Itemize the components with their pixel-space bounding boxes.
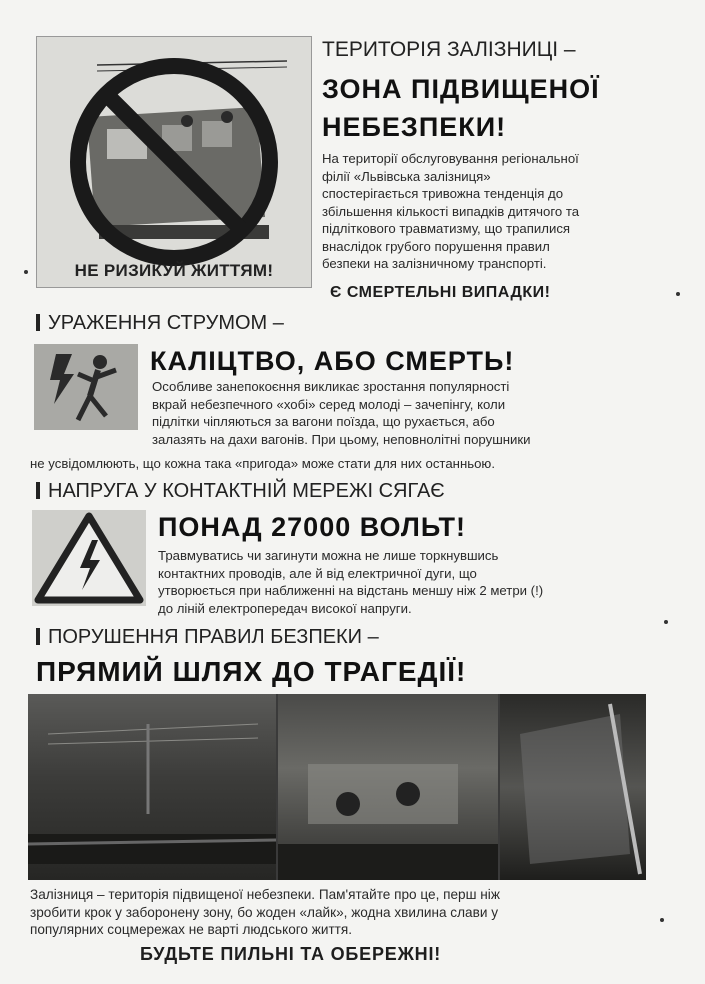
scan-speck xyxy=(664,620,668,624)
section2-paragraph xyxy=(158,547,658,617)
bullet-bar xyxy=(36,314,40,331)
section3-heading-text: ПОРУШЕННЯ ПРАВИЛ БЕЗПЕКИ – xyxy=(48,626,379,648)
high-voltage-warning-icon xyxy=(32,510,146,606)
text-line: внаслідок грубого порушення правил xyxy=(322,238,550,254)
hero-callout: Є СМЕРТЕЛЬНІ ВИПАДКИ! xyxy=(330,284,551,301)
section1-big: КАЛІЦТВО, АБО СМЕРТЬ! xyxy=(150,346,515,376)
footer-paragraph xyxy=(30,886,670,939)
hero-title-line3: НЕБЕЗПЕКИ! xyxy=(322,112,507,142)
text-line: популярних соцмережах не варті людського життя. xyxy=(30,922,353,937)
text-line: залазять на дахи вагонів. При цьому, неповнолітні порушники xyxy=(152,431,531,447)
railway-photo-2 xyxy=(278,694,498,880)
hero-title-line1: ТЕРИТОРІЯ ЗАЛІЗНИЦІ – xyxy=(322,38,576,61)
electric-shock-icon xyxy=(34,344,138,430)
footer-final-call: БУДЬТЕ ПИЛЬНІ ТА ОБЕРЕЖНІ! xyxy=(140,944,442,964)
section3-big: ПРЯМИЙ ШЛЯХ ДО ТРАГЕДІЇ! xyxy=(36,656,467,687)
text-line: підліткового травматизму, що трапилися xyxy=(322,221,571,236)
hero-paragraph xyxy=(322,150,662,273)
scan-speck xyxy=(660,918,664,922)
text-line: до ліній електропередач високої напруги. xyxy=(158,600,412,616)
section1-heading xyxy=(36,312,284,335)
text-line: На території обслуговування регіональної xyxy=(322,151,579,166)
accident-photos-strip xyxy=(28,694,646,880)
text-line: утворюється при наближенні на відстань меншу ніж 2 метри (!) xyxy=(158,583,544,598)
text-line: Особливе занепокоєння викликає зростання популярності xyxy=(152,379,510,394)
section1-heading-text: УРАЖЕННЯ СТРУМОМ – xyxy=(48,312,284,334)
text-line: безпеки на залізничному транспорті. xyxy=(322,256,547,271)
hero-title-line2: ЗОНА ПІДВИЩЕНОЇ xyxy=(322,74,600,104)
prohibited-train-icon xyxy=(37,37,311,287)
section3-heading xyxy=(36,626,379,649)
section1-paragraph xyxy=(152,378,672,448)
text-line: філії «Львівська залізниця» xyxy=(322,168,491,184)
bullet-bar xyxy=(36,482,40,499)
railway-photo-3 xyxy=(500,694,646,880)
text-line: спостерігається тривожна тенденція до xyxy=(322,186,564,201)
text-line: підлітки чіпляються за вагони поїзда, що рухається, або xyxy=(152,414,495,429)
text-line: зробити крок у заборонену зону, бо жоден «лайк», жодна хвилина слави у xyxy=(30,904,498,920)
text-line: Залізниця – територія підвищеної небезпеки. Пам'ятайте про це, перш ніж xyxy=(30,887,500,902)
bullet-bar xyxy=(36,628,40,645)
scan-speck xyxy=(24,270,28,274)
section1-paragraph-last: не усвідомлюють, що кожна така «пригода» може стати для них останньою. xyxy=(30,456,495,471)
scan-speck xyxy=(676,292,680,296)
text-line: вкрай небезпечного «хобі» серед молоді – зачепінгу, коли xyxy=(152,396,506,412)
text-line: збільшення кількості випадків дитячого та xyxy=(322,203,580,219)
section2-heading xyxy=(36,480,445,503)
text-line: контактних проводів, але й від електричної дуги, що xyxy=(158,565,477,581)
hero-caption: НЕ РИЗИКУЙ ЖИТТЯМ! xyxy=(74,261,274,280)
no-train-surfing-illustration xyxy=(36,36,312,288)
section2-big: ПОНАД 27000 ВОЛЬТ! xyxy=(158,512,466,542)
section2-heading-text: НАПРУГА У КОНТАКТНІЙ МЕРЕЖІ СЯГАЄ xyxy=(48,480,445,502)
text-line: Травмуватись чи загинути можна не лише торкнувшись xyxy=(158,548,499,563)
railway-photo-1 xyxy=(28,694,276,880)
